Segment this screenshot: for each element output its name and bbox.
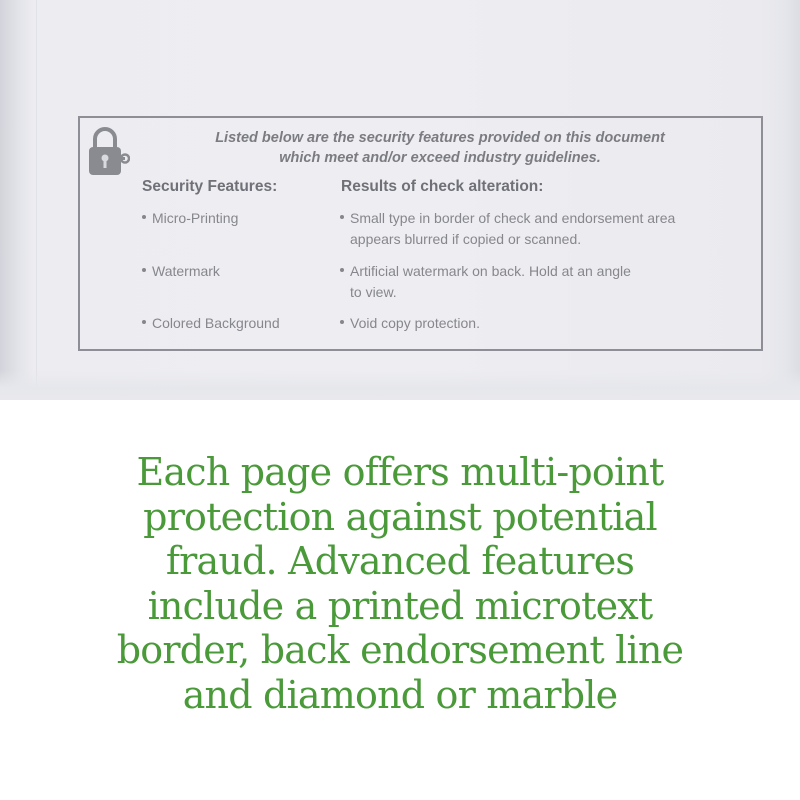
bullet-icon — [340, 215, 344, 219]
feature-label: Micro-Printing — [152, 210, 239, 226]
page-shadow — [0, 0, 34, 400]
features-heading: Security Features: — [142, 178, 278, 195]
result-line-2: appears blurred if copied or scanned. — [350, 231, 582, 247]
marketing-caption — [20, 450, 780, 717]
padlock-key-icon — [86, 124, 130, 180]
results-heading: Results of check alteration: — [341, 178, 544, 195]
feature-item — [142, 261, 220, 282]
caption-line-2: protection against potential — [143, 494, 657, 539]
feature-label: Watermark — [152, 263, 220, 279]
result-item — [340, 261, 760, 303]
bullet-icon — [142, 320, 146, 324]
feature-label: Colored Background — [152, 315, 280, 331]
bullet-icon — [142, 215, 146, 219]
security-header-line-1: Listed below are the security features provided on this document — [215, 130, 665, 146]
result-line-1: Artificial watermark on back. Hold at an angle — [350, 263, 631, 279]
caption-line-3: fraud. Advanced features — [165, 539, 635, 583]
bullet-icon — [340, 320, 344, 324]
caption-line-6: and diamond or marble — [182, 672, 618, 717]
page-bottom-band — [0, 370, 800, 400]
security-header — [140, 128, 740, 168]
result-item — [340, 313, 760, 334]
feature-item — [142, 313, 280, 334]
security-header-line-2: which meet and/or exceed industry guidelines. — [279, 150, 601, 166]
feature-item — [142, 208, 238, 229]
sheet-edge — [36, 0, 37, 390]
security-features-box — [78, 116, 763, 351]
caption-line-1: Each page offers multi-point — [136, 450, 664, 494]
result-item — [340, 208, 760, 250]
bullet-icon — [142, 268, 146, 272]
result-line-2: to view. — [350, 284, 397, 300]
result-line-1: Void copy protection. — [350, 315, 480, 331]
result-line-1: Small type in border of check and endorsement area — [350, 210, 676, 226]
bullet-icon — [340, 268, 344, 272]
caption-line-5: border, back endorsement line — [116, 628, 684, 672]
caption-line-4: include a printed microtext — [147, 583, 653, 628]
